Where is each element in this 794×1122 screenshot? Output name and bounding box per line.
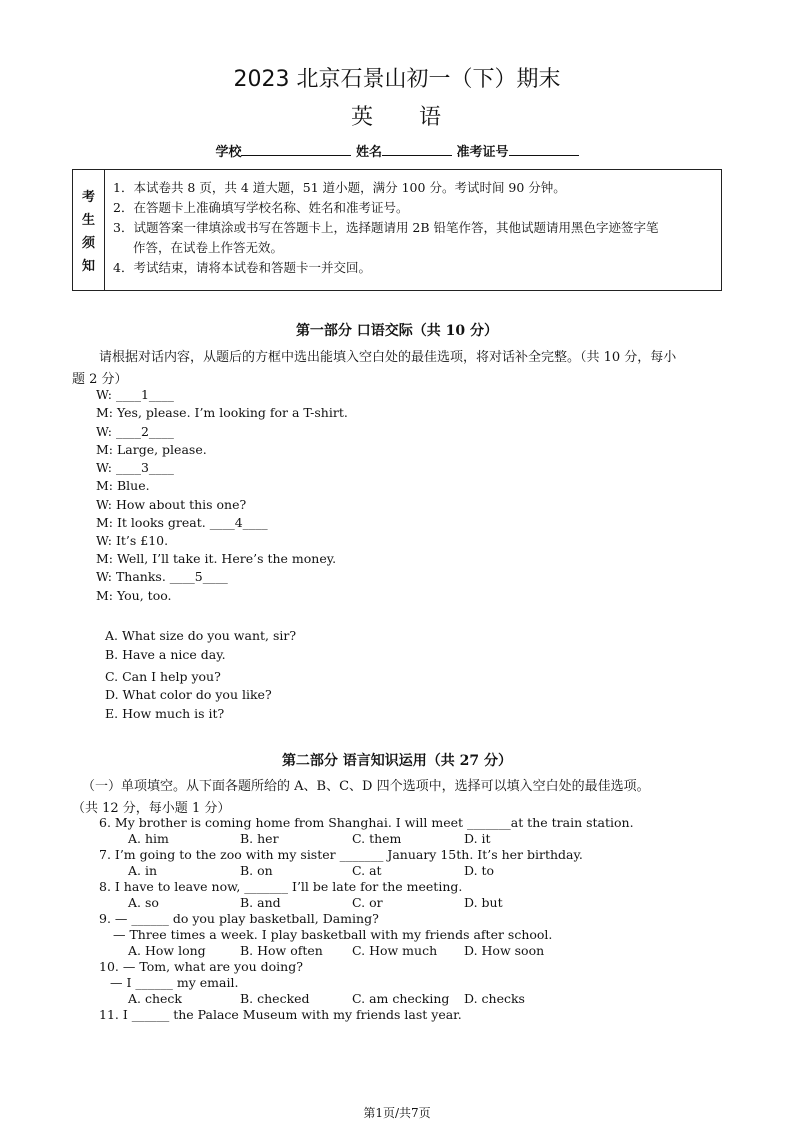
notice-heading-char: 生 [81, 213, 95, 228]
dialogue-line: M: Yes, please. I’m looking for a T-shirt. [96, 405, 348, 420]
notice-heading-char: 知 [81, 259, 95, 274]
dialogue-line: W: ____3____ [96, 460, 174, 475]
part1-instruction-cont: 题 2 分） [72, 372, 128, 387]
option-c: C. at [352, 863, 382, 878]
option-a: A. him [128, 831, 169, 846]
option-d: D. but [464, 895, 503, 910]
option-d: D. How soon [464, 943, 545, 958]
dialogue-line: W: ____2____ [96, 424, 174, 439]
question-options [128, 991, 576, 1006]
question-stem: 9. — ______ do you play basketball, Daming? [99, 911, 379, 926]
option-a: A. in [128, 863, 158, 878]
choice-option: D. What color do you like? [105, 687, 272, 702]
question-stem: 11. I ______ the Palace Museum with my friends last year. [99, 1007, 462, 1022]
question-stem: 10. — Tom, what are you doing? [99, 959, 303, 974]
page-title: 2023 北京石景山初一（下）期末 [233, 67, 561, 92]
question-stem: 6. My brother is coming home from Shanghai. I will meet _______at the train station. [99, 815, 634, 830]
notice-item-continued: 作答，在试卷上作答无效。 [133, 240, 284, 255]
part2-instruction: （一）单项填空。从下面各题所给的 A、B、C、D 四个选项中，选择可以填入空白处的最佳选项。 [82, 779, 650, 794]
exam-notice-box [72, 169, 722, 291]
part1-instruction: 请根据对话内容，从题后的方框中选出能填入空白处的最佳选项，将对话补全完整。（共 10 分，每小 [99, 350, 677, 365]
option-a: A. check [128, 991, 182, 1006]
option-d: D. checks [464, 991, 525, 1006]
option-d: D. it [464, 831, 491, 846]
dialogue-line: W: Thanks. ____5____ [96, 569, 228, 584]
question-options [128, 831, 576, 846]
name-blank [382, 143, 452, 156]
option-c: C. them [352, 831, 402, 846]
dialogue-line: M: You, too. [96, 588, 172, 603]
choice-option: E. How much is it? [105, 706, 225, 721]
notice-item: 4．考试结束，请将本试卷和答题卡一并交回。 [113, 260, 371, 275]
choice-option: B. Have a nice day. [105, 647, 226, 662]
question-stem: 7. I’m going to the zoo with my sister _______ January 15th. It’s her birthday. [99, 847, 583, 862]
question-options [128, 943, 576, 958]
subject-title [0, 100, 794, 131]
dialogue-line: W: It’s £10. [96, 533, 169, 548]
dialogue-line: M: Blue. [96, 478, 150, 493]
notice-heading [73, 170, 105, 290]
option-c: C. How much [352, 943, 438, 958]
subject-char: 语 [419, 105, 444, 130]
option-b: B. checked [240, 991, 310, 1006]
name-label: 姓名 [355, 145, 382, 160]
dialogue-line: M: Large, please. [96, 442, 207, 457]
part2-instruction-cont: （共 12 分，每小题 1 分） [72, 801, 231, 816]
notice-item: 1．本试卷共 8 页，共 4 道大题，51 道小题，满分 100 分。考试时间 90 分钟。 [113, 180, 566, 195]
part2-title: 第二部分 语言知识运用（共 27 分） [281, 753, 513, 769]
option-b: B. on [240, 863, 273, 878]
question-stem-cont: — Three times a week. I play basketball with my friends after school. [113, 927, 553, 942]
notice-heading-char: 须 [81, 236, 95, 251]
student-info-line [0, 141, 794, 160]
school-label: 学校 [215, 145, 242, 160]
choice-option: A. What size do you want, sir? [105, 628, 297, 643]
exam-no-blank [509, 143, 579, 156]
choice-option: C. Can I help you? [105, 669, 221, 684]
option-a: A. so [128, 895, 159, 910]
page-number: 第1页/共7页 [363, 1106, 431, 1120]
dialogue-line: M: It looks great. ____4____ [96, 515, 268, 530]
school-blank [241, 143, 351, 156]
notice-item: 2．在答题卡上准确填写学校名称、姓名和准考证号。 [113, 200, 409, 215]
question-options [128, 895, 576, 910]
notice-list [113, 178, 715, 278]
option-c: C. or [352, 895, 383, 910]
question-stem: 8. I have to leave now, _______ I’ll be late for the meeting. [99, 879, 463, 894]
part1-title: 第一部分 口语交际（共 10 分） [295, 323, 499, 339]
option-b: B. her [240, 831, 279, 846]
question-stem-cont: — I ______ my email. [110, 975, 239, 990]
option-b: B. and [240, 895, 281, 910]
notice-item: 3．试题答案一律填涂或书写在答题卡上，选择题请用 2B 铅笔作答，其他试题请用黑色字迹签字笔 [113, 220, 659, 235]
dialogue-line: W: ____1____ [96, 387, 174, 402]
dialogue-line: W: How about this one? [96, 497, 247, 512]
subject-char: 英 [350, 105, 375, 130]
option-a: A. How long [128, 943, 206, 958]
exam-no-label: 准考证号 [456, 145, 509, 160]
option-d: D. to [464, 863, 495, 878]
notice-heading-char: 考 [81, 190, 95, 205]
dialogue-line: M: Well, I’ll take it. Here’s the money. [96, 551, 337, 566]
option-b: B. How often [240, 943, 323, 958]
option-c: C. am checking [352, 991, 450, 1006]
question-options [128, 863, 576, 878]
